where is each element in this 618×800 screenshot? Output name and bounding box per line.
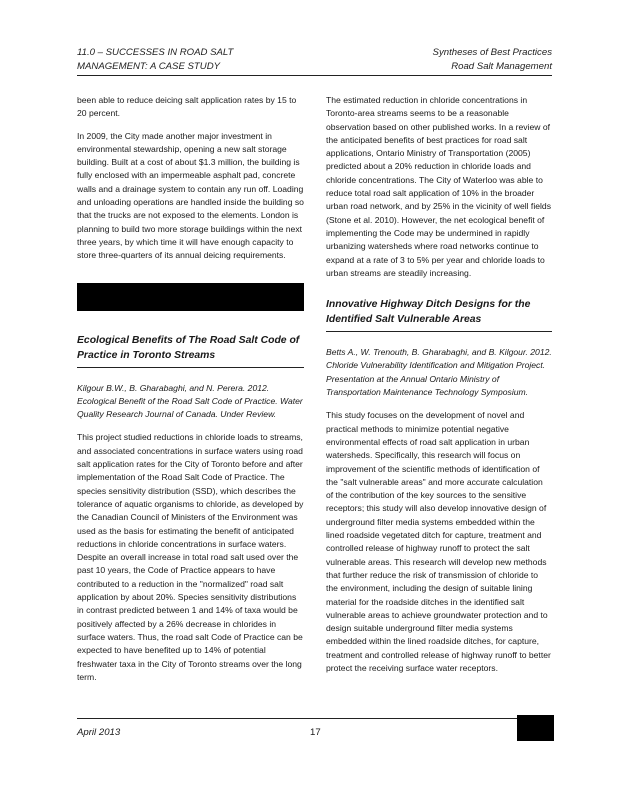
reference-betts: Betts A., W. Trenouth, B. Gharabaghi, and B. Kilgour. 2012. Chloride Vulnerability Identification and Mitigation Project. Presentation at the Annual Ontario Ministry of Transportation Maintenance Technology Symposium. [326,347,552,398]
running-header-left [77,46,233,74]
header-rule [77,75,552,76]
left-column [77,94,304,693]
section-heading-ditch-designs: Innovative Highway Ditch Designs for the Identified Salt Vulnerable Areas [326,299,531,326]
page-corner-tab [517,715,554,741]
running-header-right [433,46,552,74]
right-paragraph-1: The estimated reduction in chloride concentrations in Toronto-area streams seems to be a reasonable observation based on other published works. In a review of the anticipated benefits of best practices for road salt applications, Ontario Ministry of Transportation (2005) predicted about a 20% reduction in chloride loads and chloride concentrations. The City of Waterloo was able to reduce total road salt application of 10% in the broader urban road network, and by 25% in the vicinity of well fields (Stone et al. 2010). However, the net ecological benefit of implementing the Code may be undermined in rapidly urbanizing watersheds where road networks continue to expand at a rate of 3 to 5% per year and chloride loads to urban streams are steadily increasing. [326,95,551,278]
header-left-line1: 11.0 – SUCCESSES IN ROAD SALT [77,47,234,58]
footer-date: April 2013 [77,727,121,738]
reference-kilgour: Kilgour B.W., B. Gharabaghi, and N. Perera. 2012. Ecological Benefit of the Road Salt Code of Practice. Water Quality Research Journal of Canada. Under Review. [77,382,303,420]
right-column [326,94,552,684]
left-paragraph-2: In 2009, the City made another major investment in environmental stewardship, opening a new salt storage building. Built at a cost of about $1.3 million, the building is fully enclosed with an impermeable asphalt pad, concrete walls and a drainage system to contain any run off. Loading and unloading operations are handled inside the building so that the trucks are not exposed to the elements. London is planning to build two more storage buildings within the next three years, by which time it will have enough capacity to store three-quarters of its annual deicing requirements. [77,130,304,261]
section-heading-rule [326,331,552,332]
left-paragraph-3: This project studied reductions in chloride loads to streams, and associated concentrations in surface waters using road salt application rates for the City of Toronto before and after implementation of the Road Salt Code of Practice. The species sensitivity distribution (SSD), which describes the tolerance of aquatic organisms to chloride, as developed by the Canadian Council of Ministers of the Environment was used as the basis for estimating the benefit of anticipated reductions in chloride concentrations in surface waters. Despite an overall increase in total road salt used over the past 10 years, the Code of Practice appears to have contributed to a reduction in the "normalized" road salt application by about 20%. Species sensitivity distributions in contrast predicted between 1 and 14% of taxa would be positively affected by a 26% decrease in chlorides in surface waters. Thus, the road salt Code of Practice can be expected to have benefited up to 14% of potential freshwater taxa in the City of Toronto streams over the long term. [77,432,304,682]
left-paragraph-1: been able to reduce deicing salt application rates by 15 to 20 percent. [77,95,297,119]
header-right-line1: Syntheses of Best Practices [432,47,552,58]
section-heading-ecological-benefits: Ecological Benefits of The Road Salt Code of Practice in Toronto Streams [77,334,300,361]
section-heading-rule [77,367,304,368]
right-paragraph-2: This study focuses on the development of novel and practical methods to minimize potential negative environmental effects of road salt application in urban watersheds. Specifically, this research will focus on improvement of the scientific methods of identification of the "salt vulnerable areas" and more accurate calculation of the contribution of the key sources to the sensitive receptors; this study will also develop innovative design of underground filter media systems embedded within the lined roadside vegetated ditch for capture, treatment and controlled release of highway runoff to protect the salt vulnerable areas. This research will develop new methods that further reduce the risk of transmission of chloride to the environment, including the design of suitable lining material for the roadside ditches in the identified salt vulnerable areas to achieve groundwater protection and to design suitable underground filter media systems embedded within the lined roadside ditches, for capture, treatment and controlled release of highway runoff to better protect the receiving surface water receptors. [326,410,551,673]
section-divider-bar [77,283,304,311]
header-left-line2: MANAGEMENT: A CASE STUDY [77,61,221,72]
header-right-line2: Road Salt Management [451,61,552,72]
page-number: 17 [310,727,321,738]
footer-rule [77,718,552,719]
